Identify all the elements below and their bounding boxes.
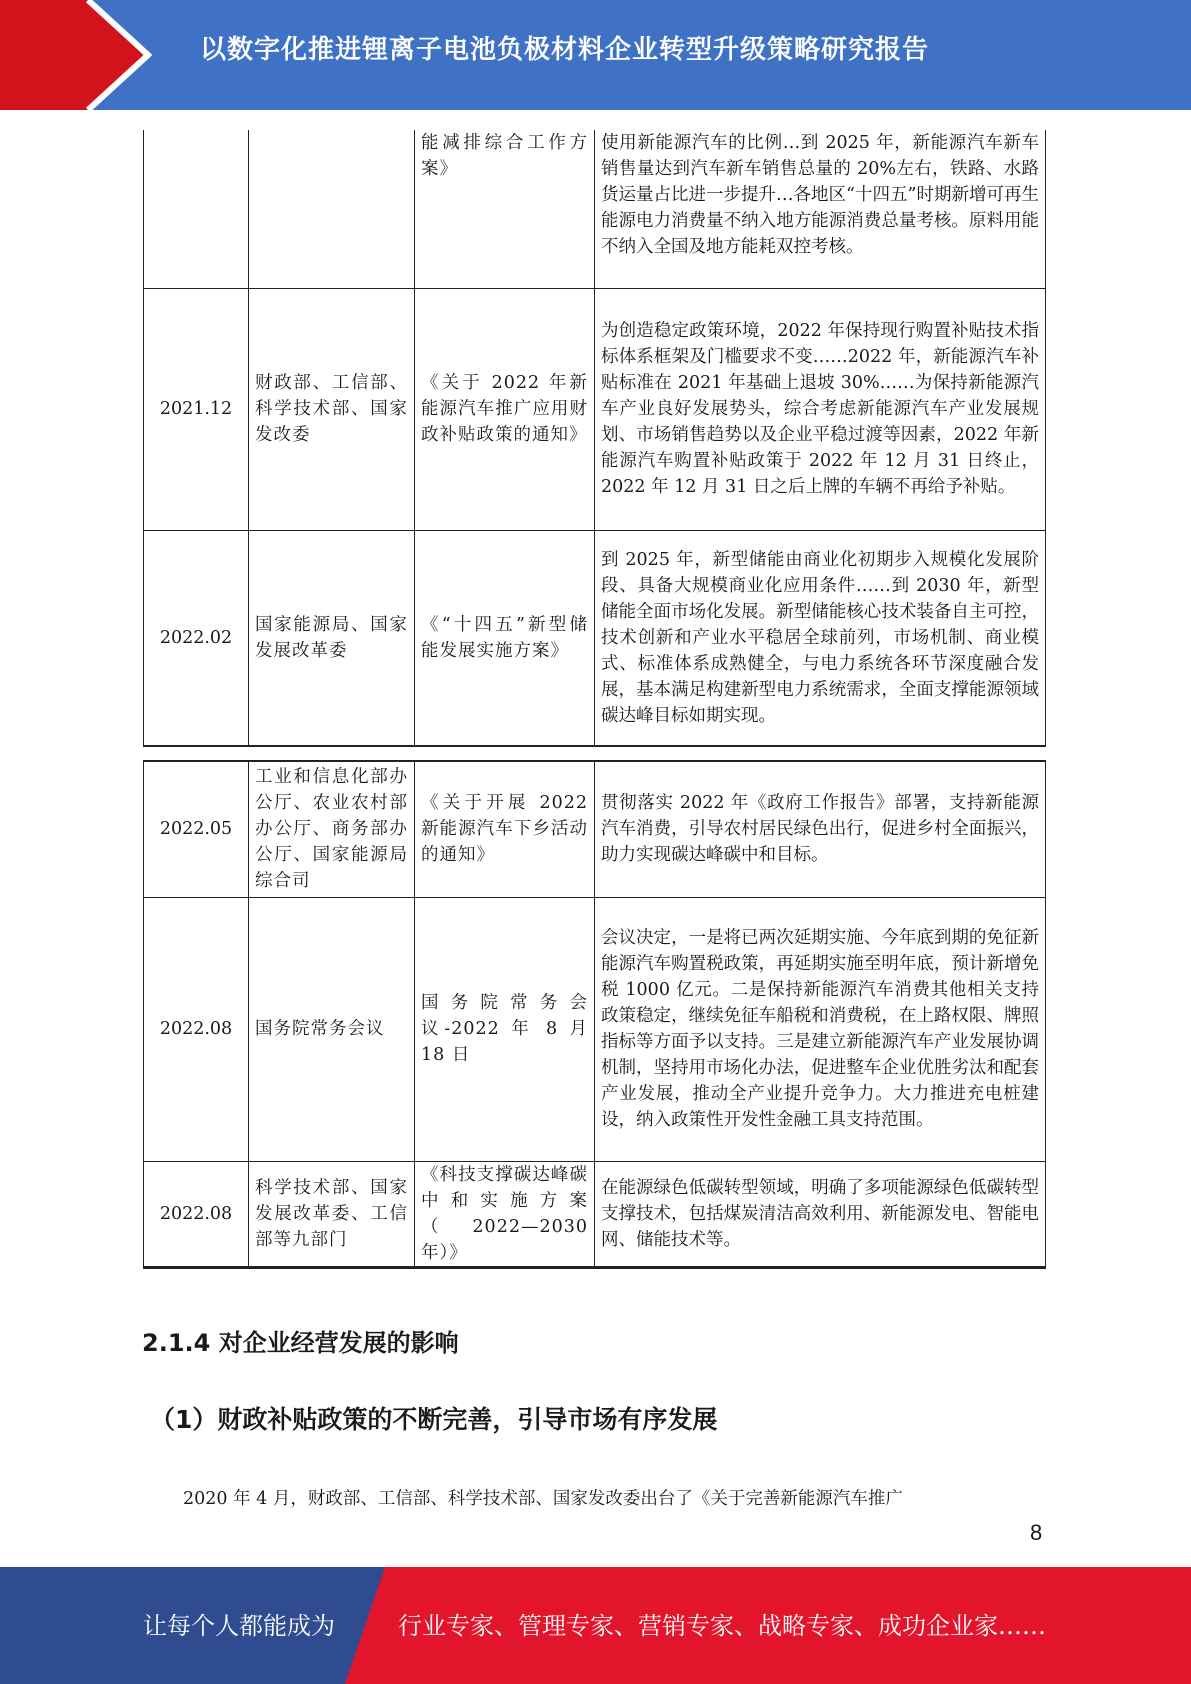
table-cell-content: 为创造稳定政策环境，2022 年保持现行购置补贴技术指标体系框架及门槛要求不变……2022 年，新能源汽车补贴标准在 2021 年基础上退坡 30%……为保持新能源汽车产业良好发展势头，综合考虑新能源汽车产业发展规划、市场销售趋势以及企业平稳过渡等因素，2022 年新能源汽车购置补贴政策于 2022 年 12 月 31 日终止，2022 年 12 月 31 日之后上牌的车辆不再给予补贴。	[595, 288, 1046, 530]
body-paragraph: 2020 年 4 月，财政部、工信部、科学技术部、国家发改委出台了《关于完善新能源汽车推广	[183, 1489, 903, 1509]
page-footer	[0, 1567, 1191, 1684]
table-cell-document: 《“十四五”新型储能发展实施方案》	[415, 530, 595, 746]
page-number: 8	[1030, 1520, 1043, 1545]
table-row	[144, 130, 1046, 288]
policy-table	[143, 760, 1046, 1269]
table-cell-department	[249, 130, 415, 288]
footer-slogan-right: 行业专家、管理专家、营销专家、战略专家、成功企业家……	[398, 1612, 1046, 1640]
table-cell-document: 国务院常务会议-2022 年 8 月 18 日	[415, 897, 595, 1161]
table-cell-department: 国家能源局、国家发展改革委	[249, 530, 415, 746]
table-cell-content: 到 2025 年，新型储能由商业化初期步入规模化发展阶段、具备大规模商业化应用条件……到 2030 年，新型储能全面市场化发展。新型储能核心技术装备自主可控，技术创新和产业水平稳居全球前列，市场机制、商业模式、标准体系成熟健全，与电力系统各环节深度融合发展，基本满足构建新型电力系统需求，全面支撑能源领域碳达峰目标如期实现。	[595, 530, 1046, 746]
page-header	[0, 0, 1191, 110]
table-cell-date	[144, 130, 249, 288]
table-row	[144, 288, 1046, 530]
footer-slogan-left: 让每个人都能成为	[143, 1612, 335, 1640]
table-cell-department: 国务院常务会议	[249, 897, 415, 1161]
table-cell-document: 《关于开展 2022 新能源汽车下乡活动的通知》	[415, 761, 595, 897]
policy-table-continued	[143, 130, 1046, 747]
subsection-heading: （1）财政补贴政策的不断完善，引导市场有序发展	[150, 1405, 718, 1434]
table-cell-content: 会议决定，一是将已两次延期实施、今年底到期的免征新能源汽车购置税政策，再延期实施至明年底，预计新增免税 1000 亿元。二是保持新能源汽车消费其他相关支持政策稳定，继续免征车船税和消费税，在上路权限、牌照指标等方面予以支持。三是建立新能源汽车产业发展协调机制，坚持用市场化办法，促进整车企业优胜劣汰和配套产业发展，推动全产业提升竞争力。大力推进充电桩建设，纳入政策性开发性金融工具支持范围。	[595, 897, 1046, 1161]
table-cell-content: 在能源绿色低碳转型领域，明确了多项能源绿色低碳转型支撑技术，包括煤炭清洁高效利用、新能源发电、智能电网、储能技术等。	[595, 1161, 1046, 1267]
table-row	[144, 897, 1046, 1161]
table-row	[144, 530, 1046, 746]
table-cell-date: 2022.05	[144, 761, 249, 897]
report-title: 以数字化推进锂离子电池负极材料企业转型升级策略研究报告	[200, 35, 930, 65]
table-cell-department: 财政部、工信部、科学技术部、国家发改委	[249, 288, 415, 530]
table-cell-department: 工业和信息化部办公厅、农业农村部办公厅、商务部办公厅、国家能源局综合司	[249, 761, 415, 897]
section-heading: 2.1.4 对企业经营发展的影响	[142, 1329, 459, 1357]
table-cell-document: 能减排综合工作方案》	[415, 130, 595, 288]
table-cell-date: 2022.08	[144, 897, 249, 1161]
table-cell-date: 2022.08	[144, 1161, 249, 1267]
table-cell-content: 贯彻落实 2022 年《政府工作报告》部署，支持新能源汽车消费，引导农村居民绿色出行，促进乡村全面振兴，助力实现碳达峰碳中和目标。	[595, 761, 1046, 897]
table-cell-date: 2022.02	[144, 530, 249, 746]
table-row	[144, 1161, 1046, 1267]
table-cell-department: 科学技术部、国家发展改革委、工信部等九部门	[249, 1161, 415, 1267]
table-cell-date: 2021.12	[144, 288, 249, 530]
table-cell-document: 《关于 2022 年新能源汽车推广应用财政补贴政策的通知》	[415, 288, 595, 530]
table-cell-content: 使用新能源汽车的比例…到 2025 年，新能源汽车新车销售量达到汽车新车销售总量的 20%左右，铁路、水路货运量占比进一步提升…各地区“十四五”时期新增可再生能源电力消费量不纳入地方能源消费总量考核。原料用能不纳入全国及地方能耗双控考核。	[595, 130, 1046, 288]
table-row	[144, 761, 1046, 897]
table-cell-document: 《科技支撑碳达峰碳中和实施方案（2022—2030 年）》	[415, 1161, 595, 1267]
